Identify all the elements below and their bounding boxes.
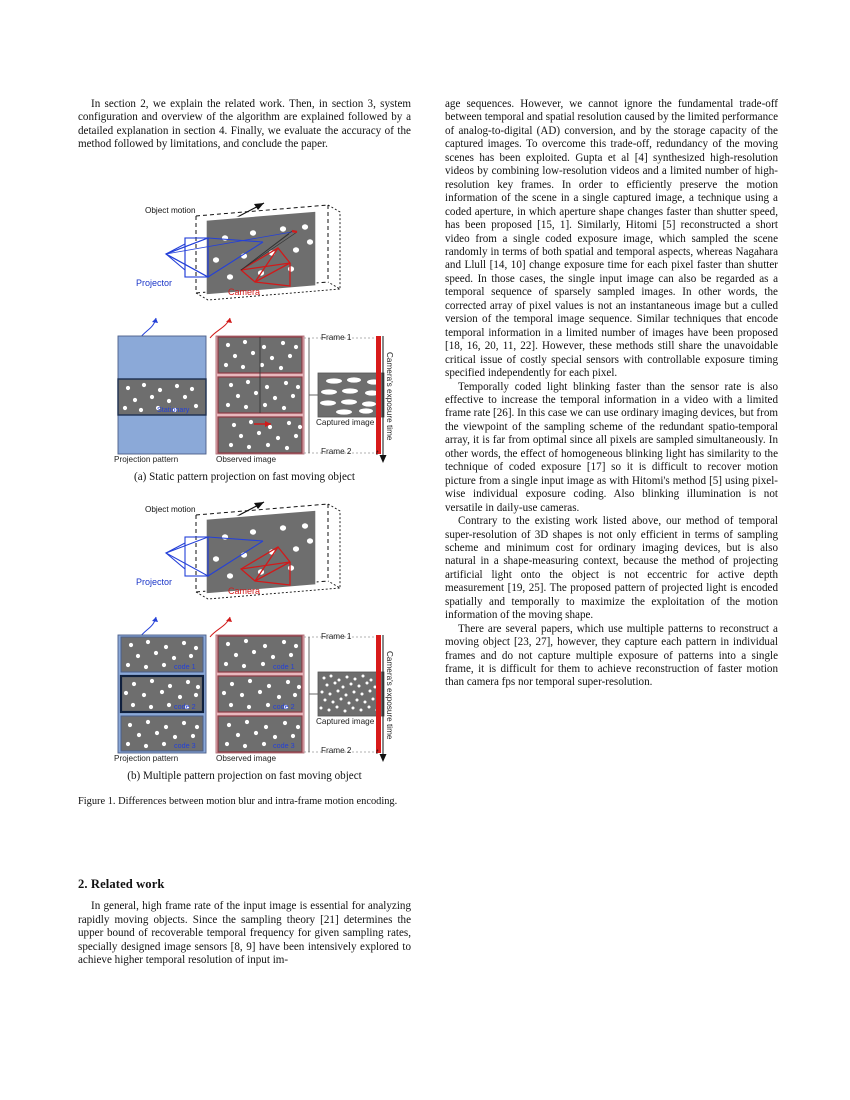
paragraph-intro: In section 2, we explain the related work. Then, in section 3, system configuration and overview of the algorithm are explained followed by a detailed explanation in section 4. Finally, we evaluate the accuracy of the method followed by limitations, and conclude the paper. [78, 98, 411, 151]
timeline-b-time-axis-label: t [376, 746, 379, 756]
paragraph-right-3: Contrary to the existing work listed above, our method of temporal super-resolution of 3D shapes is not only efficient in terms of sampling scheme and minimum cost for ordinary imaging devices, but is also natural in a shape-measuring context, because the method of projecting artificial light onto the object is not eccentric for active depth measurement [19, 25]. The proposed pattern of projected light is encoded spatially and temporally to maximize the exploitation of the motion information of the moving shape. [445, 515, 778, 622]
timeline-b-exposure-label: Camera's exposure time [385, 651, 394, 740]
timeline-b-code2-pattern-label: code 2 [174, 702, 196, 711]
timeline-b [78, 615, 411, 767]
section-heading-related-work: 2. Related work [78, 877, 165, 891]
figure-caption: Figure 1. Differences between motion blur and intra-frame motion encoding. [78, 796, 398, 807]
timeline-a-frame1-label: Frame 1 [321, 333, 352, 342]
subfigure-a-caption: (a) Static pattern projection on fast moving object [134, 471, 355, 483]
scene-3d-a [78, 198, 411, 316]
timeline-a-captured-image-label: Captured image [316, 418, 375, 427]
scene-a-object-motion-label: Object motion [145, 206, 196, 215]
scene-b-camera-label: Camera [228, 586, 261, 596]
timeline-a-pattern-state-label: Stationary [157, 405, 190, 414]
scene-a-projector-label: Projector [136, 278, 173, 288]
paragraph-right-1: age sequences. However, we cannot ignore the fundamental trade-off between temporal and spatial resolution caused by the limited performance of analog-to-digital (AD) conversion, and by the storage capacity of the captured images. To overcome this trade-off, redundancy of the moving scenes has been exploited. Gupta et al [4] synthesized high-resolution videos by combining low-resolution videos and a limited number of high-resolution key frames. In order to efficiently preserve the motion information of the scene in a single captured image, a technique using a coded aperture, in which aperture shape changes faster than shutter speed, has been proposed [15, 1]. Similarly, Hitomi [5] reconstructed a short video from a single coded exposure image, which sampled the scene randomly in terms of both spatial and temporal aspects, whereas Nagahara and Llull [14, 10] change exposure time for each pixel faster than shutter speed. In those cases, the single input image can also be regarded as a temporal sequence of sparsely sampled images. In other words, the corrected array of pixel values is not an instantaneous image but a culled version of the temporal image sequence. Similar techniques that encode temporal information in a limited number of images have been proposed [18, 16, 20, 11, 22]. However, these methods still share the unavoidable critical issue of costly special sensors with controllable exposure timing specified independently for each pixel. [445, 98, 779, 380]
timeline-b-projection-pattern-label: Projection pattern [114, 754, 179, 763]
timeline-a-exposure-label: Camera's exposure time [385, 352, 394, 441]
timeline-b-frame1-label: Frame 1 [321, 632, 352, 641]
timeline-b-observed-image-label: Observed image [216, 754, 277, 763]
scene-3d-b [78, 497, 411, 615]
paragraph-right-2: Temporally coded light blinking faster than the sensor rate is also effective to increase the temporal information in a video with a limited frame rate [26]. In this case we can use ordinary imaging devices, but from the viewpoint of the sampling scheme of the redundant spatio-temporal array, it is far from optimal since all pixels are sampled simultaneously. In other words, the effect of homogeneous blinking light has similarity to the technique of coded exposure [17] so it is difficult to recover motion picture from a single input image as with Hitomi's method [5] using pixel-wise individual exposure coding. Also blinking illumination is not versatile in daily-use cameras. [445, 380, 778, 514]
figure-1 [78, 198, 411, 809]
scene-b-projector-label: Projector [136, 577, 173, 587]
timeline-b-code2-observed-label: code 2 [273, 702, 295, 711]
subfigure-b-caption: (b) Multiple pattern projection on fast moving object [127, 770, 362, 782]
scene-a-camera-label: Camera [228, 287, 261, 297]
right-text-column [445, 98, 778, 690]
timeline-a-projection-pattern-label: Projection pattern [114, 455, 179, 464]
timeline-b-code3-observed-label: code 3 [273, 741, 295, 750]
timeline-a [78, 316, 411, 468]
subfigure-b [78, 497, 411, 782]
timeline-a-observed-image-label: Observed image [216, 455, 277, 464]
paragraph-right-4: There are several papers, which use multiple patterns to reconstruct a moving object [23, 27], however, they capture each pattern in individual frames and do not capture multiple exposure of patterns into a single frame, it is difficult for them to achieve reconstruction of faster motion than camera fps nor temporal super-resolution. [445, 622, 778, 689]
timeline-b-code1-pattern-label: code 1 [174, 662, 196, 671]
left-text-column [78, 98, 411, 152]
scene-b-object-motion-label: Object motion [145, 505, 196, 514]
timeline-b-captured-image-label: Captured image [316, 717, 375, 726]
timeline-a-time-axis-label: t [376, 447, 379, 457]
timeline-a-frame2-label: Frame 2 [321, 447, 352, 456]
paragraph-related-work-1: In general, high frame rate of the input image is essential for analyzing rapidly moving objects. Since the sampling theory [21] determines the upper bound of recoverable temporal frequency for given sampling rates, specially designed image sensors [8, 9] have been intensively explored to achieve higher temporal resolution of input im- [78, 900, 411, 967]
timeline-b-code1-observed-label: code 1 [273, 662, 295, 671]
timeline-b-frame2-label: Frame 2 [321, 746, 352, 755]
left-text-column-lower [78, 878, 411, 968]
timeline-b-code3-pattern-label: code 3 [174, 741, 196, 750]
subfigure-a [78, 198, 411, 483]
